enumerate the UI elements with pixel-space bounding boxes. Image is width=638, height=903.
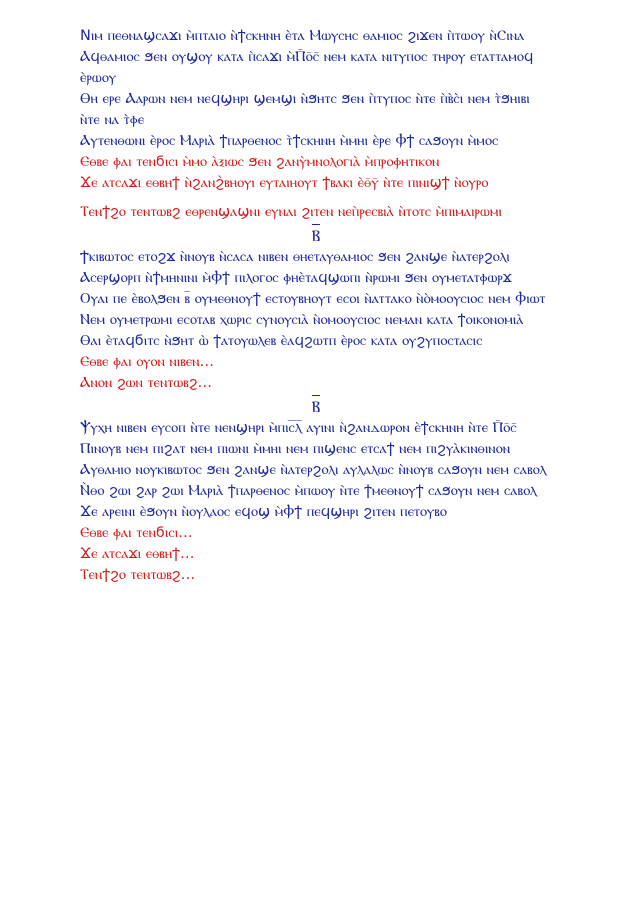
verse-line: Ⲟⲩⲁⲓ ⲡⲉ ⲉ̀ⲃⲟⲗϧⲉⲛ ⲃ̅ ⲟⲩⲙⲉⲑⲛⲟⲩϯ ⲉⲥⲧⲟⲩⲃⲏⲟⲩⲧ ⲉⲥⲟⲓ ⲛ̀ⲁⲧⲧⲁⲕⲟ ⲛ̀ⲟ̀ⲙⲟⲟⲩⲥⲓⲟⲥ ⲛⲉⲙ Ⲫⲓⲱⲧ (80, 291, 546, 307)
verse-line: Ⲛⲉⲙ ⲟⲩⲙⲉⲧⲣⲱⲙⲓ ⲉⲥⲟⲧⲁⲃ ⲭⲱⲣⲓⲥ ⲥⲩⲛⲟⲩⲥⲓⲁ̀ ⲛ̀ⲟⲙⲟⲟⲩⲥⲓⲟⲥ ⲛⲉⲙⲁⲛ ⲕⲁⲧⲁ ϯⲟⲓⲕⲟⲛⲟⲙⲓⲁ̀ (80, 312, 524, 328)
separator-letter: Ⲃ (311, 397, 321, 416)
verse-line: Ⲉⲑⲃⲉ ⲫⲁⲓ ⲧⲉⲛϭⲓⲥⲓ… (80, 525, 193, 541)
verse-line: Ⲁⲥⲉⲣϣⲟⲣⲡ ⲛ̀ϯⲙⲏⲛⲓⲛⲓ ⲙ̀Ⲫϯ ⲡⲓⲗⲟⲅⲟⲥ ⲫⲏⲉ̀ⲧⲁϥϣⲱⲡⲓ ⲛ̀ⲣⲱⲙⲓ ϧⲉⲛ ⲟⲩⲙⲉⲧⲁⲧⲫⲱⲣϫ (80, 270, 512, 286)
verse-line: Ϫⲉ ⲁⲣⲉⲓⲛⲓ ⲉ̀ϧⲟⲩⲛ ⲛ̀ⲟⲩⲗⲁⲟⲥ ⲉϥⲟϣ ⲙ̀Ⲫϯ ⲡⲉϥϣⲏⲣⲓ ϩⲓⲧⲉⲛ ⲡⲉⲧⲟⲩⲃⲟ (80, 504, 447, 520)
verse-line: Ⲁⲩⲧⲉⲛⲑⲱⲛⲓ ⲉ̀ⲣⲟⲥ Ⲙⲁⲣⲓⲁ̀ ϯⲡⲁⲣⲑⲉⲛⲟⲥ ⲧ̀ϯⲥⲕⲏⲛⲏ ⲙ̀ⲙⲏⲓ ⲉ̀ⲣⲉ Ⲫϯ ⲥⲁϧⲟⲩⲛ ⲙ̀ⲙⲟⲥ (80, 133, 499, 149)
verse-line: Ⲑⲏ ⲉⲣⲉ Ⲁⲁⲣⲱⲛ ⲛⲉⲙ ⲛⲉϥϣⲏⲣⲓ ϣⲉⲙϣⲓ ⲛ̀ϧⲏⲧⲥ ϧⲉⲛ ⲡ̀ⲧⲩⲡⲟⲥ ⲛ̀ⲧⲉ ⲡ̀ⲃ̀ⲥ̀ⲓ ⲛⲉⲙ ⲧ̀ϧⲏⲓⲃⲓ ⲛ̀ⲧⲉ ⲛⲁ ⲧ̀ⲫⲉ (80, 91, 530, 128)
stanza-separator (80, 396, 552, 418)
hymn-document (80, 26, 552, 586)
separator-letter: Ⲃ (311, 226, 321, 245)
verse-line: Nⲓⲙ ⲡⲉⲑⲛⲁϣⲥⲁϫⲓ ⲙ̀ⲡⲧⲁⲓⲟ ⲛ̀ϯⲥⲕⲏⲛⲏ ⲉ̀ⲧⲁ Ⲙⲱⲩⲥⲏⲥ ⲑⲁⲙⲓⲟⲥ ϩⲓϫⲉⲛ ⲡ̀ⲧⲱⲟⲩ ⲛ̀Ⲥⲓⲛⲁ (80, 28, 525, 44)
verse-line: Ⲁϥⲑⲁⲙⲓⲟⲥ ϧⲉⲛ ⲟⲩϣⲟⲩ ⲕⲁⲧⲁ ⲡ̀ⲥⲁϫⲓ ⲙ̀Ⲡ̄ⲟ̄ⲥ̄ ⲛⲉⲙ ⲕⲁⲧⲁ ⲛⲓⲧⲩⲡⲟⲥ ⲧⲏⲣⲟⲩ ⲉⲧⲁⲧⲧⲁⲙⲟϥ ⲉ̀ⲣⲱⲟⲩ (80, 49, 534, 86)
stanza-2 (80, 247, 552, 394)
verse-line: Ⲧⲉⲛϯϩⲟ ⲧⲉⲛⲧⲱⲃϩ ⲉⲑⲣⲉⲛϣⲁϣⲛⲓ ⲉⲩⲛⲁⲓ ϩⲓⲧⲉⲛ ⲛⲉⲡ̀ⲣⲉⲥⲃⲓⲁ̀ ⲛ̀ⲧⲟⲧⲥ ⲙ̀ⲡⲓⲙⲁⲓⲣⲱⲙⲓ (80, 204, 502, 220)
verse-line: Ⲧⲉⲛϯϩⲟ ⲧⲉⲛⲧⲱⲃϩ… (80, 567, 196, 583)
stanza-separator (80, 225, 552, 247)
verse-line: Ⲛ̀ⲑⲟ ϩⲱⲓ ϩⲁⲣ ϩⲱⲓ Ⲙⲁⲣⲓⲁ̀ ϯⲡⲁⲣⲑⲉⲛⲟⲥ ⲙ̀ⲡⲱⲟⲩ ⲛ̀ⲧⲉ ϯⲙⲉⲑⲛⲟⲩϯ ⲥⲁϧⲟⲩⲛ ⲛⲉⲙ ⲥⲁⲃⲟⲗ (80, 483, 537, 499)
verse-line: Ⲯⲩⲭⲏ ⲛⲓⲃⲉⲛ ⲉⲩⲥⲟⲡ ⲛ̀ⲧⲉ ⲛⲉⲛϣⲏⲣⲓ ⲙ̀ⲡⲓⲥ̅ⲗ̅ ⲁⲩⲓⲛⲓ ⲛ̀ϩⲁⲛⲇⲱⲣⲟⲛ ⲉ̀ϯⲥⲕⲏⲛⲏ ⲛ̀ⲧⲉ Ⲡ̄ⲟ̄ⲥ̄ (80, 420, 517, 436)
verse-line: Ⲑⲁⲓ ⲉ̀ⲧⲁϥϭⲓⲧⲥ ⲛ̀ϧⲏⲧ ⲱ̀ ϯⲁⲧⲟⲩⲱⲗⲉⲃ ⲉ̀ⲁϥϩⲱⲧⲡ ⲉ̀ⲣⲟⲥ ⲕⲁⲧⲁ ⲟⲩϩⲩⲡⲟⲥⲧⲁⲥⲓⲥ (80, 333, 483, 349)
verse-line: Ⲉⲑⲃⲉ ⲫⲁⲓ ⲟⲩⲟⲛ ⲛⲓⲃⲉⲛ… (80, 354, 215, 370)
verse-line: Ⲡⲓⲛⲟⲩⲃ ⲛⲉⲙ ⲡⲓϩⲁⲧ ⲛⲉⲙ ⲡⲓⲱⲛⲓ ⲙ̀ⲙⲏⲓ ⲛⲉⲙ ⲡⲓϣⲉⲛⲥ ⲉⲧⲥⲁϯ ⲛⲉⲙ ⲡⲓϩⲩⲁ̀ⲕⲓⲛⲑⲓⲛⲟⲛ (80, 441, 511, 457)
verse-line: Ϫⲉ ⲁⲧⲥⲁϫⲓ ⲉⲑⲃⲏϯ ⲛ̀ϩⲁⲛϩ̀ⲃⲏⲟⲩⲓ ⲉⲩⲧⲁⲓⲏⲟⲩⲧ ϯⲃⲁⲕⲓ ⲉ̀ⲑ̄ⲩ̄ ⲛ̀ⲧⲉ ⲡⲓⲛⲓϣϯ ⲛ̀ⲟⲩⲣⲟ (80, 175, 489, 191)
stanza-1 (80, 26, 552, 223)
verse-line: Ⲉⲑⲃⲉ ⲫⲁⲓ ⲧⲉⲛϭⲓⲥⲓ ⲙ̀ⲙⲟ ⲁ̀ⲝⲓⲱⲥ ϧⲉⲛ ϩⲁⲛⲩ̀ⲙⲛⲟⲗⲟⲅⲓⲁ̀ ⲙ̀ⲡⲣⲟⲫⲏⲧⲓⲕⲟⲛ (80, 154, 440, 170)
verse-line: Ⲁⲩⲑⲁⲙⲓⲟ ⲛⲟⲩⲕⲓⲃⲱⲧⲟⲥ ϧⲉⲛ ϩⲁⲛϣⲉ ⲛ̀ⲁⲧⲉⲣϩⲟⲗⲓ ⲁⲩⲗⲁⲗⲱⲥ ⲛ̀ⲛⲟⲩⲃ ⲥⲁϧⲟⲩⲛ ⲛⲉⲙ ⲥⲁⲃⲟⲗ (80, 462, 547, 478)
stanza-3 (80, 418, 552, 586)
verse-line: Ⲁⲛⲟⲛ ϩⲱⲛ ⲧⲉⲛⲧⲱⲃϩ… (80, 375, 213, 391)
verse-line: Ϫⲉ ⲁⲧⲥⲁϫⲓ ⲉⲑⲃⲏϯ… (80, 546, 195, 562)
verse-line: Ϯⲕⲓⲃⲱⲧⲟⲥ ⲉⲧⲟϩϫ ⲛ̀ⲛⲟⲩⲃ ⲛ̀ⲥⲁⲥⲁ ⲛⲓⲃⲉⲛ ⲑⲏⲉⲧⲁⲩⲑⲁⲙⲓⲟⲥ ϧⲉⲛ ϩⲁⲛϣⲉ ⲛ̀ⲁⲧⲉⲣϩⲟⲗⲓ (80, 249, 510, 265)
